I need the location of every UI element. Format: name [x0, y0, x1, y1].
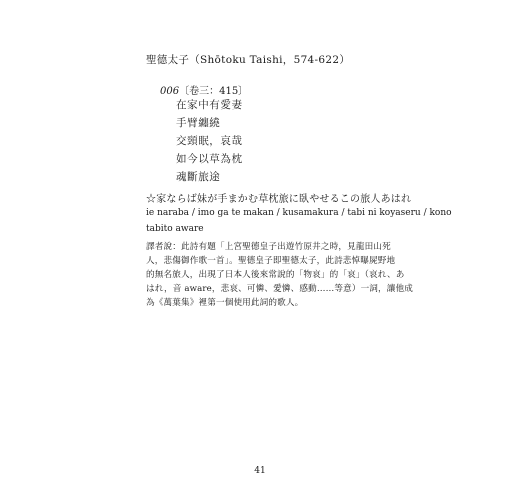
- poem-number-line: [160, 82, 248, 97]
- translator-note-line: 人，悲傷御作歌一首」。聖德皇子即聖德太子，此詩悲悼曝屍野地: [146, 256, 396, 266]
- poem-line: 魂斷旅途: [176, 171, 221, 183]
- poem-line: 手臂纏繞: [176, 117, 221, 129]
- translator-note-line: はれ，音 aware，悲哀、可憐、愛憐、感動……等意）一詞，讓他成: [146, 284, 414, 294]
- romaji-line: tabito aware: [146, 224, 204, 234]
- poem-number: 006: [160, 86, 180, 97]
- romaji-line: ie naraba / imo ga te makan / kusamakura / tabi ni koyaseru / kono: [146, 208, 452, 218]
- poem-line: 交頸眠，哀哉: [176, 135, 243, 147]
- poet-heading: [146, 52, 350, 67]
- original-japanese: ☆家ならば妹が手まかむ草枕旅に臥やせるこの旅人あはれ: [146, 194, 412, 205]
- poet-romanized-name: （Shōtoku Taishi，574-622）: [189, 54, 351, 66]
- poem-line: 如今以草為枕: [176, 153, 243, 165]
- translator-note-line: 的無名旅人，出現了日本人後來常說的「物哀」的「哀」（哀れ、あ: [146, 270, 405, 280]
- page-number: 41: [254, 466, 266, 476]
- poem-line: 在家中有愛妻: [176, 99, 243, 111]
- poem-source: 〔卷三：415〕: [179, 86, 249, 97]
- poet-name: 聖德太子: [146, 54, 190, 66]
- translator-note-line: 為《萬葉集》裡第一個使用此詞的歌人。: [146, 298, 304, 308]
- translator-note-line: 譯者說：此詩有題「上宮聖德皇子出遊竹原井之時，見龍田山死: [146, 242, 391, 252]
